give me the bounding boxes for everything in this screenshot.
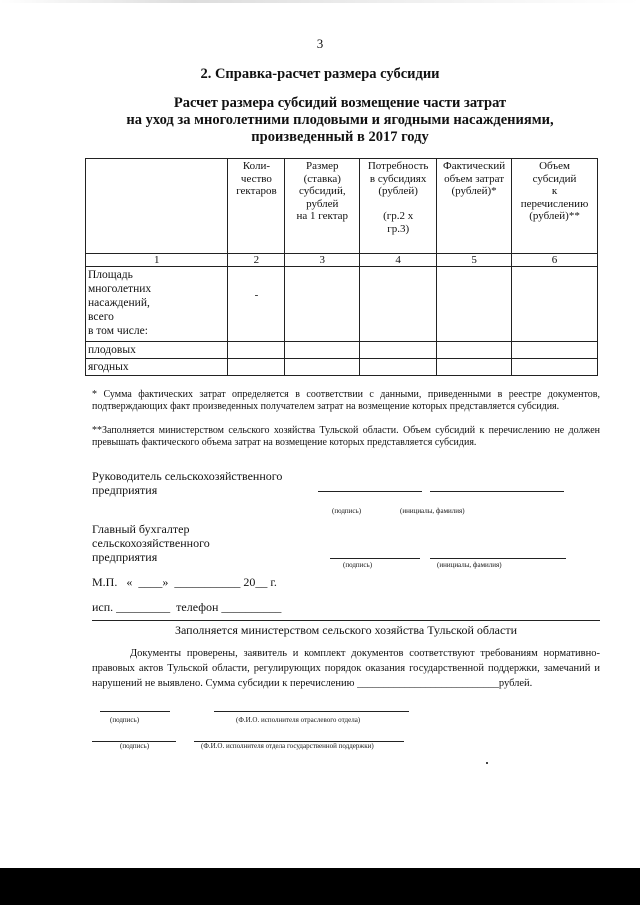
subsidy-calc-table [85,158,598,376]
calc-title-line-1: Расчет размера субсидий возмещение части затрат [173,95,507,111]
calc-title-line-2: на уход за многолетними плодовыми и ягодными насаждениями, [126,112,554,128]
accountant-label-line-3: предприятия [92,550,158,564]
accountant-label-line-2: сельскохозяйственного [92,536,210,550]
table-cell [437,359,512,376]
stamp-date-line: М.П. « ____» ___________ 20__ г. [92,575,277,589]
table-row [86,359,598,376]
ministry-executor-caption-2: (Ф.И.О. исполнителя отдела государственной поддержки) [201,742,374,750]
table-row [86,342,598,359]
ministry-sign-caption-1: (подпись) [110,716,140,724]
table-cell [228,359,285,376]
footnote-ministry: **Заполняется министерством сельского хозяйства Тульской области. Объем субсидий к перечислению не должен превышать фактического объема затрат на возмещение которых представляется субсидия. [92,425,600,448]
table-cell [512,267,598,342]
table-cell [285,359,360,376]
head-label-line-1: Руководитель сельскохозяйственного [92,469,283,483]
ministry-signature-line-1[interactable] [100,711,170,712]
table-row [86,267,598,342]
table-cell [228,342,285,359]
executor-phone-line: исп. _________ телефон __________ [92,600,282,614]
accountant-sign-caption: (подпись) [343,561,373,569]
table-cell [360,267,437,342]
accountant-signature-line[interactable] [330,558,420,559]
column-number: 2 [228,254,285,267]
column-number: 4 [360,254,437,267]
table-cell [360,359,437,376]
scan-bottom-edge [0,868,640,905]
section-title: 2. Справка-расчет размера субсидии [200,66,440,82]
table-cell [512,359,598,376]
header-cell-rate: Размер (ставка) субсидий, рублей на 1 гектар [285,159,360,254]
ministry-executor-line-1[interactable] [214,711,409,712]
header-cell-actual-costs: Фактический объем затрат (рублей)* [437,159,512,254]
table-number-row [86,254,598,267]
accountant-initials-caption: (инициалы, фамилия) [437,561,502,569]
calc-title [60,95,620,146]
column-number: 6 [512,254,598,267]
accountant-label [92,522,210,564]
ministry-sign-caption-2: (подпись) [120,742,150,750]
table-cell [437,267,512,342]
accountant-initials-line[interactable] [430,558,566,559]
table-cell [437,342,512,359]
head-signature-line[interactable] [318,491,422,492]
table-cell [285,342,360,359]
head-label [92,469,282,497]
column-number: 5 [437,254,512,267]
table-cell [360,342,437,359]
page-number: 3 [316,36,324,51]
column-number: 1 [86,254,228,267]
ministry-divider [92,620,600,621]
table-header-row [86,159,598,254]
footnote-actual-costs: * Сумма фактических затрат определяется в соответствии с данными, приведенными в реестре документов, подтверждающих факт произведенных получателем затрат на возмещение которых представляется субсидия. [92,389,600,412]
header-cell-transfer: Объем субсидий к перечислению (рублей)** [512,159,598,254]
ministry-header: Заполняется министерством сельского хозяйства Тульской области [174,623,518,637]
head-label-line-2: предприятия [92,483,158,497]
row-label-berry: ягодных [86,359,228,376]
row-label-fruit: плодовых [86,342,228,359]
accountant-label-line-1: Главный бухгалтер [92,522,190,536]
ministry-paragraph: Документы проверены, заявитель и комплект документов соответствуют требованиям нормативно-правовых актов Тульской области, регулирующих порядок оказания государственной поддержки, замечаний и нарушений не выявлено. Сумма субсидии к перечислению ___________________________рублей. [92,648,600,689]
table-cell [285,267,360,342]
header-cell [86,159,228,254]
row-label-total: Площадь многолетних насаждений, всего в том числе: [86,267,228,342]
header-cell-hectares: Коли- чество гектаров [228,159,285,254]
head-sign-caption: (подпись) [332,507,362,515]
table-cell [512,342,598,359]
scan-speck [486,762,488,764]
head-initials-line[interactable] [430,491,564,492]
header-cell-need: Потребность в субсидиях (рублей) (гр.2 х гр.3) [360,159,437,254]
scan-top-edge [0,0,640,3]
column-number: 3 [285,254,360,267]
table-cell: - [228,267,285,342]
ministry-executor-caption-1: (Ф.И.О. исполнителя отраслевого отдела) [236,716,361,724]
calc-title-line-3: произведенный в 2017 году [251,129,429,145]
head-initials-caption: (инициалы, фамилия) [400,507,465,515]
